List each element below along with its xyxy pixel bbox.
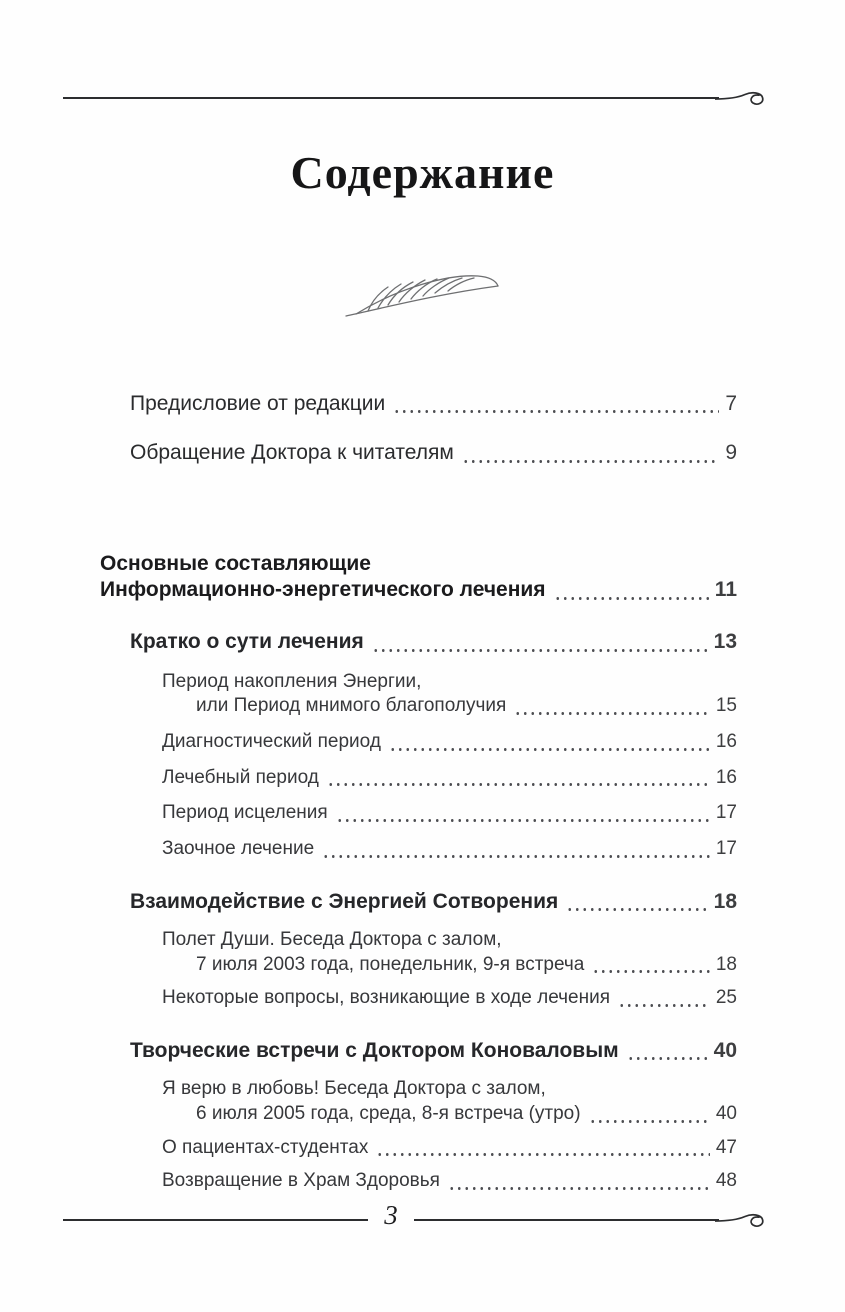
toc-entry-label: Диагностический период	[162, 731, 381, 753]
toc-subsection	[162, 670, 737, 719]
page-number: 3	[384, 1200, 398, 1230]
toc-entry-page: 48	[715, 1170, 737, 1192]
toc-entry-page: 9	[725, 441, 737, 465]
dot-leader	[322, 855, 710, 858]
toc-entry-label: Я верю в любовь! Беседа Доктора с залом,	[162, 1078, 546, 1100]
toc-entry-label-cont: 6 июля 2005 года, среда, 8-я встреча (утро)	[196, 1103, 581, 1125]
dot-leader	[393, 410, 719, 413]
dot-leader	[372, 649, 708, 652]
toc-entry-page: 13	[713, 630, 737, 654]
dot-leader	[627, 1057, 708, 1060]
page-title: Содержание	[290, 147, 555, 198]
toc-part-title	[100, 551, 737, 605]
toc-entry-page: 40	[713, 1039, 737, 1063]
curl-flourish-icon	[715, 86, 769, 110]
toc-entry-label-cont: Информационно-энергетического лечения	[100, 578, 546, 602]
dot-leader	[589, 1120, 710, 1123]
dot-leader	[327, 783, 710, 786]
toc-entry-label: Творческие встречи с Доктором Коноваловым	[130, 1039, 619, 1063]
toc-entry	[130, 390, 737, 417]
dot-leader	[389, 748, 710, 751]
toc-entry-label: Обращение Доктора к читателям	[130, 441, 454, 465]
toc-subsection	[162, 766, 737, 791]
toc-entry-label: Некоторые вопросы, возникающие в ходе лечения	[162, 987, 610, 1009]
feather-illustration	[0, 266, 845, 333]
toc-entry-page: 18	[715, 953, 737, 975]
toc-entry-page: 16	[715, 766, 737, 788]
rule-line	[63, 1219, 368, 1221]
toc-subsection	[162, 730, 737, 755]
toc-entry-page: 11	[714, 578, 737, 602]
dot-leader	[554, 597, 709, 600]
toc-entry-label: Основные составляющие	[100, 551, 371, 575]
rule-line	[63, 97, 719, 99]
toc-subsection	[162, 801, 737, 826]
toc-subsection	[162, 986, 737, 1011]
rule-line	[414, 1219, 719, 1221]
page-footer	[63, 1200, 769, 1235]
toc-section	[130, 628, 737, 655]
toc-entry-page: 15	[715, 695, 737, 717]
top-rule	[63, 86, 769, 110]
toc-subsection	[162, 1077, 737, 1126]
curl-flourish-icon	[715, 1208, 769, 1232]
toc-entry-label: Период накопления Энергии,	[162, 670, 422, 692]
dot-leader	[618, 1004, 710, 1007]
toc-subsection	[162, 837, 737, 862]
toc-entry-label: Лечебный период	[162, 766, 319, 788]
dot-leader	[376, 1153, 710, 1156]
toc-subsection	[162, 1169, 737, 1194]
toc-entry-label-cont: 7 июля 2003 года, понедельник, 9-я встреча	[196, 953, 585, 975]
dot-leader	[592, 970, 710, 973]
dot-leader	[462, 460, 719, 463]
toc-entry-page: 40	[715, 1103, 737, 1125]
toc-subsection	[162, 1136, 737, 1161]
toc-entry-page: 47	[715, 1136, 737, 1158]
toc-entry-page: 16	[715, 731, 737, 753]
toc-entry-page: 7	[725, 392, 737, 415]
dot-leader	[336, 819, 710, 822]
dot-leader	[566, 908, 707, 911]
toc-entry-page: 18	[713, 889, 737, 913]
toc-section	[130, 1037, 737, 1064]
toc-entry	[130, 439, 737, 466]
toc-entry-label: Кратко о сути лечения	[130, 630, 364, 654]
toc-entry-page: 17	[715, 838, 737, 860]
toc-subsection	[162, 928, 737, 977]
toc-entry-page: 17	[715, 802, 737, 824]
dot-leader	[514, 712, 710, 715]
quill-feather-icon	[338, 266, 508, 328]
toc-entry-label-cont: или Период мнимого благополучия	[196, 695, 507, 717]
toc-entry-label: Возвращение в Храм Здоровья	[162, 1170, 440, 1192]
toc-entry-label: Период исцеления	[162, 802, 328, 824]
dot-leader	[448, 1187, 710, 1190]
toc-entry-label: О пациентах-студентах	[162, 1136, 369, 1158]
toc-entry-label: Полет Души. Беседа Доктора с залом,	[162, 929, 502, 951]
toc-entry-label: Предисловие от редакции	[130, 392, 386, 415]
toc-section	[130, 888, 737, 915]
toc-entry-label: Заочное лечение	[162, 838, 315, 860]
table-of-contents	[100, 390, 737, 1194]
toc-entry-page: 25	[715, 987, 737, 1009]
toc-entry-label: Взаимодействие с Энергией Сотворения	[130, 889, 559, 913]
